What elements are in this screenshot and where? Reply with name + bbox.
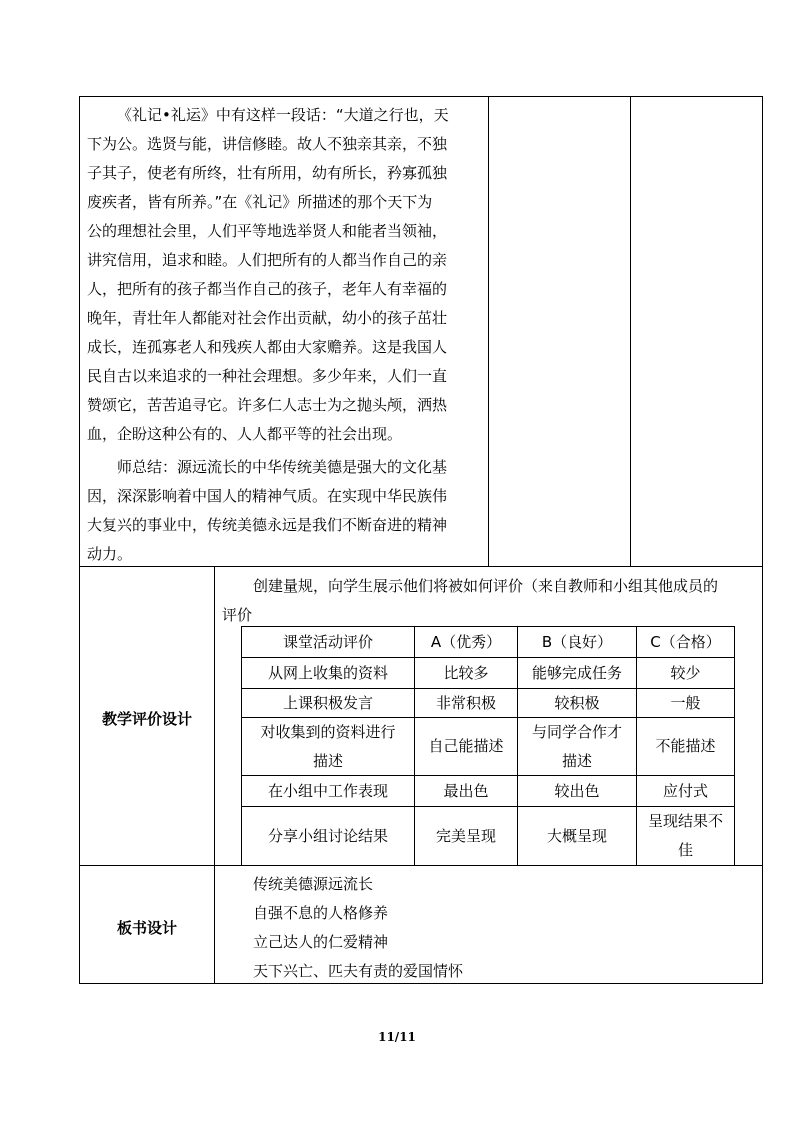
rubric-cell: 应付式: [662, 781, 708, 800]
board-item: 立己达人的仁爱精神: [253, 933, 389, 951]
rubric-cell: 最出色: [443, 781, 489, 800]
rubric-line: [241, 865, 735, 866]
rubric-cell: 能够完成任务: [531, 663, 622, 682]
summary-line: 动力。: [87, 545, 133, 563]
table-left-border: [79, 96, 80, 984]
paragraph-line: 公的理想社会里，人们平等地选举贤人和能者当领袖，: [87, 222, 448, 240]
board-item: 传统美德源远流长: [253, 875, 374, 893]
evaluation-label: 教学评价设计: [101, 710, 192, 728]
rubric-header-c: C（合格）: [650, 632, 721, 651]
paragraph-line: 《礼记•礼运》中有这样一段话：“大道之行也，天: [117, 106, 449, 124]
row-divider-1: [79, 566, 763, 567]
rubric-cell: 非常积极: [435, 693, 496, 712]
rubric-cell: 与同学合作才 描述: [531, 722, 622, 770]
table-top-border: [79, 96, 763, 97]
label-col-divider: [214, 566, 215, 984]
summary-line: 因，深深影响着中国人的精神气质。在实现中华民族伟: [87, 487, 448, 505]
board-label: 板书设计: [116, 919, 177, 937]
rubric-cell: 大概呈现: [546, 826, 607, 845]
upper-col-divider-1: [488, 96, 489, 566]
paragraph-line: 人，把所有的孩子都当作自己的孩子，老年人有幸福的: [87, 280, 448, 298]
paragraph-line: 晚年，青壮年人都能对社会作出贡献，幼小的孩子茁壮: [87, 309, 448, 327]
page-number: 11/11: [378, 1030, 416, 1044]
paragraph-line: 子其子，使老有所终，壮有所用，幼有所长，矜寡孤独: [87, 164, 448, 182]
rubric-cell: 较积极: [554, 693, 600, 712]
board-item: 天下兴亡、匹夫有责的爱国情怀: [253, 962, 464, 980]
paragraph-line: 民自古以来追求的一种社会理想。多少年来，人们一直: [87, 367, 448, 385]
summary-line: 大复兴的事业中，传统美德永远是我们不断奋进的精神: [87, 516, 448, 534]
evaluation-intro-line1: 创建量规，向学生展示他们将被如何评价（来自教师和小组其他成员的: [253, 577, 719, 595]
rubric-cell: 在小组中工作表现: [267, 781, 388, 800]
rubric-cell: 比较多: [443, 663, 489, 682]
rubric-cell: 呈现结果不 佳: [647, 812, 723, 859]
table-right-border: [762, 96, 763, 984]
paragraph-line: 赞颂它，苦苦追寻它。许多仁人志士为之抛头颅，洒热: [87, 396, 448, 414]
rubric-cell: 从网上收集的资料: [267, 663, 388, 682]
evaluation-intro-line2: 评价: [222, 606, 253, 624]
rubric-cell: 分享小组讨论结果: [267, 826, 388, 845]
board-item: 自强不息的人格修养: [253, 904, 389, 922]
rubric-cell: 不能描述: [655, 737, 716, 755]
rubric-cell: 自己能描述: [428, 737, 504, 755]
paragraph-line: 废疾者，皆有所养。”在《礼记》所描述的那个天下为: [87, 193, 433, 211]
upper-col-divider-2: [630, 96, 631, 566]
paragraph-line: 讲究信用，追求和睦。人们把所有的人都当作自己的亲: [87, 251, 448, 269]
rubric-cell: 对收集到的资料进行 描述: [260, 722, 396, 770]
rubric-cell: 较出色: [554, 781, 600, 800]
rubric-line: [734, 626, 735, 866]
summary-line: 师总结：源远流长的中华传统美德是强大的文化基: [117, 458, 448, 476]
paragraph-line: 下为公。选贤与能，讲信修睦。故人不独亲其亲，不独: [87, 135, 448, 153]
rubric-cell: 上课积极发言: [282, 693, 373, 712]
paragraph-line: 血，企盼这种公有的、人人都平等的社会出现。: [87, 425, 403, 443]
rubric-header-b: B（良好）: [541, 632, 613, 651]
rubric-header-a: A（优秀）: [430, 632, 502, 651]
rubric-header-activity: 课堂活动评价: [282, 632, 373, 651]
rubric-cell: 较少: [670, 663, 701, 682]
rubric-cell: 一般: [670, 693, 701, 712]
rubric-cell: 完美呈现: [435, 826, 496, 845]
paragraph-line: 成长，连孤寡老人和残疾人都由大家赡养。这是我国人: [87, 338, 448, 356]
